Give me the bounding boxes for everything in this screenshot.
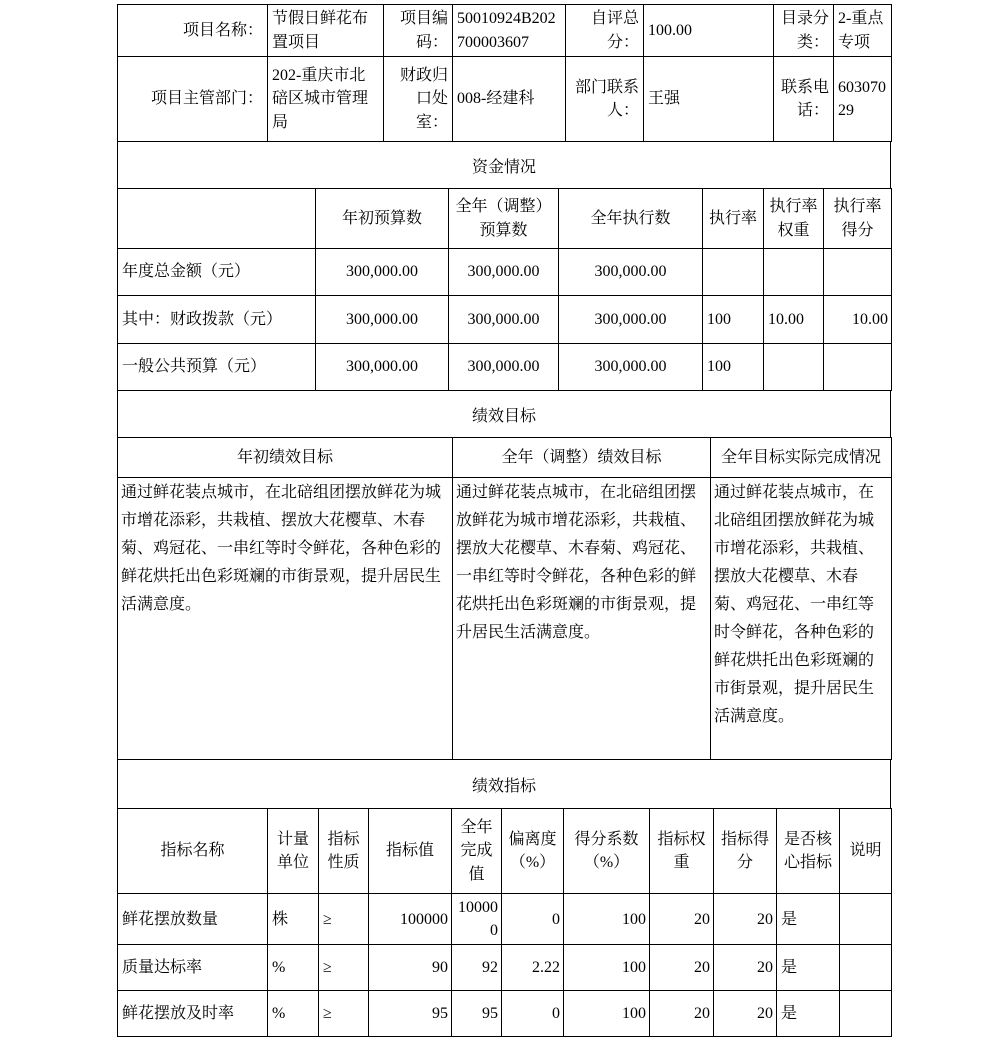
ind-deviation: 0 [502, 894, 564, 945]
dept-contact-value: 王强 [644, 57, 774, 142]
indicator-row [118, 894, 892, 945]
ind-col-score: 指标得分 [714, 809, 777, 894]
ind-col-unit: 计量单位 [268, 809, 319, 894]
project-name-value: 节假日鲜花布置项目 [268, 5, 384, 57]
ind-target: 95 [369, 991, 452, 1037]
ind-note [840, 945, 892, 991]
ind-col-target: 指标值 [369, 809, 452, 894]
funding-executed-value: 300,000.00 [559, 249, 703, 296]
ind-col-name: 指标名称 [118, 809, 268, 894]
funding-row-fiscal [118, 296, 892, 344]
funding-score-value: 10.00 [824, 296, 892, 344]
ind-name: 质量达标率 [118, 945, 268, 991]
ind-target: 100000 [369, 894, 452, 945]
funding-weight-value [764, 249, 824, 296]
funding-row-public-budget [118, 344, 892, 391]
goals-col-actual: 全年目标实际完成情况 [711, 438, 892, 478]
funding-executed-value: 300,000.00 [559, 344, 703, 391]
funding-weight-value: 10.00 [764, 296, 824, 344]
finance-office-value: 008-经建科 [453, 57, 566, 142]
self-score-value: 100.00 [644, 5, 774, 57]
funding-initial-value: 300,000.00 [316, 249, 449, 296]
project-code-label: 项目编码： [384, 5, 453, 57]
finance-office-label: 财政归口处室： [384, 57, 453, 142]
ind-weight: 20 [650, 945, 714, 991]
goals-section-title: 绩效目标 [117, 390, 891, 438]
ind-coefficient: 100 [564, 894, 650, 945]
supervising-dept-value: 202-重庆市北碚区城市管理局 [268, 57, 384, 142]
project-meta-table [117, 4, 892, 142]
ind-deviation: 2.22 [502, 945, 564, 991]
goal-initial-text: 通过鲜花装点城市，在北碚组团摆放鲜花为城市增花添彩，共栽植、摆放大花樱草、木春菊、鸡冠花、一串红等时令鲜花，各种色彩的鲜花烘托出色彩斑斓的市街景观，提升居民生活满意度。 [118, 478, 453, 760]
ind-col-actual: 全年完成值 [452, 809, 502, 894]
funding-weight-value [764, 344, 824, 391]
ind-note [840, 894, 892, 945]
funding-col-rate-score: 执行率得分 [824, 189, 892, 249]
ind-deviation: 0 [502, 991, 564, 1037]
ind-coefficient: 100 [564, 945, 650, 991]
funding-initial-value: 300,000.00 [316, 296, 449, 344]
indicator-row [118, 991, 892, 1037]
funding-col-exec-rate: 执行率 [703, 189, 764, 249]
funding-rate-value [703, 249, 764, 296]
ind-col-coefficient: 得分系数（%） [564, 809, 650, 894]
indicators-section-title: 绩效指标 [117, 759, 891, 809]
ind-score: 20 [714, 991, 777, 1037]
ind-name: 鲜花摆放数量 [118, 894, 268, 945]
goal-actual-text: 通过鲜花装点城市，在北碚组团摆放鲜花为城市增花添彩，共栽植、摆放大花樱草、木春菊、鸡冠花、一串红等时令鲜花，各种色彩的鲜花烘托出色彩斑斓的市街景观，提升居民生活满意度。 [711, 478, 892, 760]
goals-col-initial: 年初绩效目标 [118, 438, 453, 478]
catalog-class-label: 目录分类： [774, 5, 834, 57]
funding-row-label: 年度总金额（元） [118, 249, 316, 296]
catalog-class-value: 2-重点专项 [834, 5, 892, 57]
funding-rate-value: 100 [703, 296, 764, 344]
self-score-label: 自评总分： [566, 5, 644, 57]
funding-row-label: 一般公共预算（元） [118, 344, 316, 391]
ind-weight: 20 [650, 894, 714, 945]
dept-contact-label: 部门联系人： [566, 57, 644, 142]
ind-unit: % [268, 945, 319, 991]
funding-col-initial-budget: 年初预算数 [316, 189, 449, 249]
funding-rate-value: 100 [703, 344, 764, 391]
ind-unit: % [268, 991, 319, 1037]
funding-adjusted-value: 300,000.00 [449, 344, 559, 391]
funding-score-value [824, 344, 892, 391]
funding-section-title: 资金情况 [117, 141, 891, 189]
ind-col-note: 说明 [840, 809, 892, 894]
funding-executed-value: 300,000.00 [559, 296, 703, 344]
phone-label: 联系电话： [774, 57, 834, 142]
funding-score-value [824, 249, 892, 296]
funding-col-executed: 全年执行数 [559, 189, 703, 249]
ind-nature: ≥ [319, 945, 369, 991]
ind-unit: 株 [268, 894, 319, 945]
ind-core: 是 [777, 991, 840, 1037]
ind-actual: 95 [452, 991, 502, 1037]
funding-table [117, 188, 892, 391]
funding-col-adjusted-budget: 全年（调整）预算数 [449, 189, 559, 249]
ind-score: 20 [714, 894, 777, 945]
ind-core: 是 [777, 894, 840, 945]
ind-nature: ≥ [319, 991, 369, 1037]
ind-core: 是 [777, 945, 840, 991]
ind-col-nature: 指标性质 [319, 809, 369, 894]
project-name-label: 项目名称： [118, 5, 268, 57]
ind-note [840, 991, 892, 1037]
funding-adjusted-value: 300,000.00 [449, 296, 559, 344]
funding-initial-value: 300,000.00 [316, 344, 449, 391]
ind-score: 20 [714, 945, 777, 991]
ind-col-core: 是否核心指标 [777, 809, 840, 894]
ind-coefficient: 100 [564, 991, 650, 1037]
supervising-dept-label: 项目主管部门： [118, 57, 268, 142]
ind-col-deviation: 偏离度（%） [502, 809, 564, 894]
ind-weight: 20 [650, 991, 714, 1037]
phone-value: 60307029 [834, 57, 892, 142]
indicators-table [117, 808, 892, 1037]
goals-col-adjusted: 全年（调整）绩效目标 [453, 438, 711, 478]
indicator-row [118, 945, 892, 991]
ind-actual: 100000 [452, 894, 502, 945]
ind-actual: 92 [452, 945, 502, 991]
funding-row-label: 其中：财政拨款（元） [118, 296, 316, 344]
funding-col-rate-weight: 执行率权重 [764, 189, 824, 249]
funding-adjusted-value: 300,000.00 [449, 249, 559, 296]
goal-adjusted-text: 通过鲜花装点城市，在北碚组团摆放鲜花为城市增花添彩，共栽植、摆放大花樱草、木春菊、鸡冠花、一串红等时令鲜花，各种色彩的鲜花烘托出色彩斑斓的市街景观，提升居民生活满意度。 [453, 478, 711, 760]
ind-col-weight: 指标权重 [650, 809, 714, 894]
ind-name: 鲜花摆放及时率 [118, 991, 268, 1037]
funding-col-blank [118, 189, 316, 249]
funding-row-total [118, 249, 892, 296]
goals-table [117, 437, 892, 760]
ind-target: 90 [369, 945, 452, 991]
performance-evaluation-table [117, 4, 891, 1037]
ind-nature: ≥ [319, 894, 369, 945]
project-code-value: 50010924B202700003607 [453, 5, 566, 57]
